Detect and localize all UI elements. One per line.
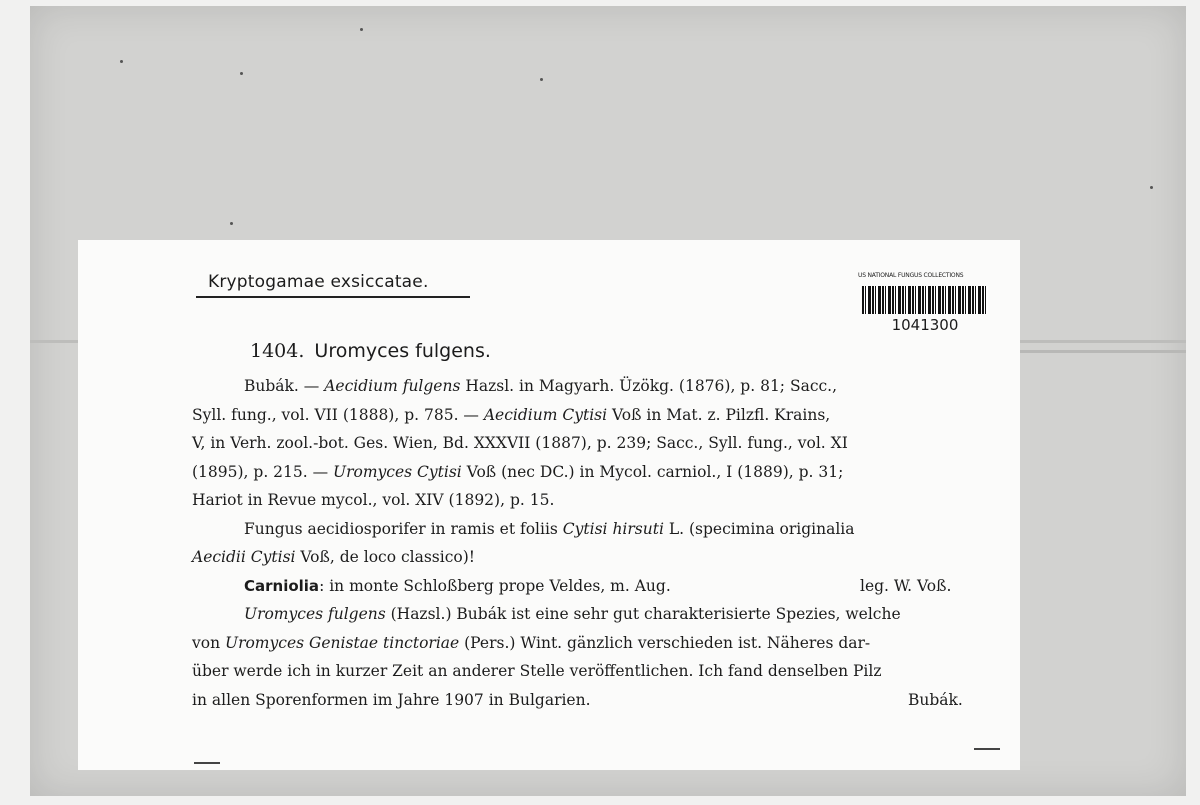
text-run: Voß, de loco classico)! <box>295 548 476 566</box>
entry-number: 1404. <box>250 340 305 362</box>
specimen-label <box>78 240 1020 770</box>
paper-speck <box>230 222 233 225</box>
text-run: (1895), p. 215. — <box>192 462 334 481</box>
taxon-name: Cytisi hirsuti <box>562 519 664 538</box>
habitat-line <box>192 543 1004 572</box>
paper-speck <box>120 60 123 63</box>
paper-speck <box>540 78 543 81</box>
text-run: in allen Sporenformen im Jahre 1907 in Bulgarien. <box>192 690 591 709</box>
taxon-name: Aecidium Cytisi <box>483 405 608 424</box>
series-title-underline <box>196 296 470 298</box>
locality-region: Carniolia <box>244 576 320 595</box>
habitat-line <box>192 515 1004 544</box>
label-body <box>192 372 1004 714</box>
synonymy-line <box>192 401 1004 430</box>
text-run: Voß in Mat. z. Pilzfl. Krains, <box>607 405 831 424</box>
note-line <box>192 686 1004 715</box>
paper-speck <box>1150 186 1153 189</box>
taxon-name: Aecidium fulgens <box>324 377 461 395</box>
locality-text: : in monte Schloßberg prope Veldes, m. Aug. <box>319 576 671 595</box>
synonymy-line <box>192 458 1004 487</box>
synonymy-line <box>192 372 1004 401</box>
synonymy-line: V, in Verh. zool.-bot. Ges. Wien, Bd. XXXVII (1887), p. 239; Sacc., Syll. fung., vol. XI <box>192 434 848 452</box>
taxon-name: Aecidii Cytisi <box>192 548 296 566</box>
barcode-number: 1041300 <box>891 316 959 334</box>
text-run: Hazsl. in Magyarh. Üzökg. (1876), p. 81; Sacc., <box>460 377 838 395</box>
note-line <box>192 629 1004 658</box>
taxon-name: Uromyces Cytisi <box>333 462 462 481</box>
text-run: (Pers.) Wint. gänzlich verschieden ist. Näheres dar- <box>459 633 871 652</box>
folder-flap-edge <box>1020 350 1186 353</box>
corner-mark <box>974 748 1000 750</box>
paper-speck <box>240 72 243 75</box>
corner-mark <box>194 762 220 764</box>
series-title: Kryptogamae exsiccatae. <box>208 272 429 292</box>
text-run: Bubák. — <box>244 377 325 395</box>
collector: leg. W. Voß. <box>860 576 952 595</box>
taxon-name: Uromyces fulgens <box>244 605 386 623</box>
synonymy-line: Hariot in Revue mycol., vol. XIV (1892), p. 15. <box>192 491 555 509</box>
note-line: über werde ich in kurzer Zeit an anderer Stelle veröffentlichen. Ich fand denselben Pilz <box>192 662 882 680</box>
text-run: (Hazsl.) Bubák ist eine sehr gut charakterisierte Spezies, welche <box>385 605 901 623</box>
text-run: L. (specimina originalia <box>663 519 855 538</box>
barcode <box>862 286 988 314</box>
text-run: Fungus aecidiosporifer in ramis et foliis <box>244 519 563 538</box>
text-run: Syll. fung., vol. VII (1888), p. 785. — <box>192 405 484 424</box>
species-name: Uromyces fulgens. <box>314 340 491 362</box>
taxon-name: Uromyces Genistae tinctoriae <box>225 633 460 652</box>
author-signature: Bubák. <box>908 690 963 709</box>
paper-speck <box>360 28 363 31</box>
barcode-collection-name: US NATIONAL FUNGUS COLLECTIONS <box>858 272 964 279</box>
text-run: von <box>192 633 225 652</box>
text-run: Voß (nec DC.) in Mycol. carniol., I (1889), p. 31; <box>461 462 844 481</box>
locality-line <box>192 572 1004 601</box>
note-line <box>192 600 1004 629</box>
entry-heading <box>250 340 491 362</box>
barcode-label <box>854 266 996 340</box>
